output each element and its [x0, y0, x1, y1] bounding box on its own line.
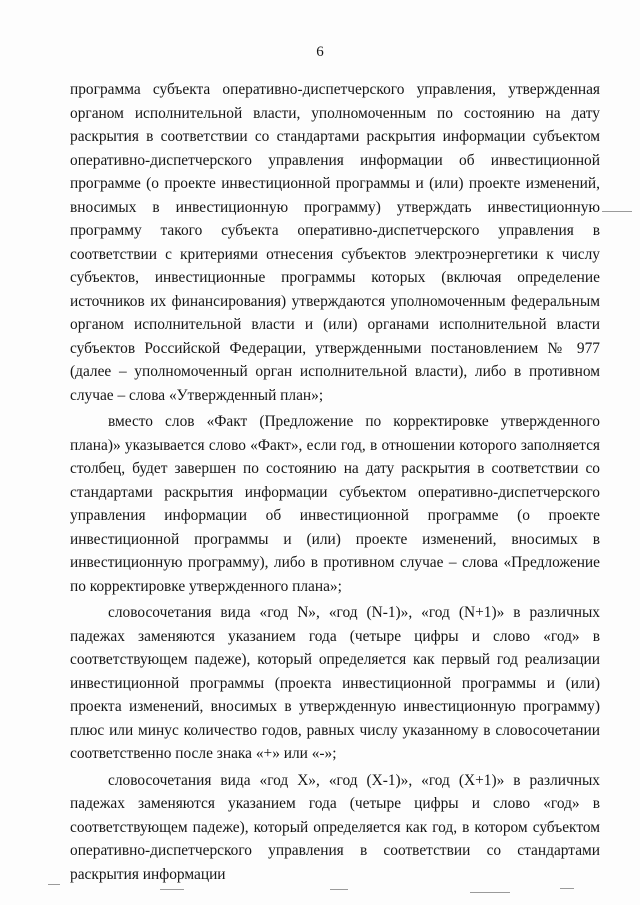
scan-artifact — [602, 211, 632, 212]
scan-artifact — [160, 889, 184, 890]
paragraph-1: программа субъекта оперативно-диспетчерского управления, утвержденная органом исполнительной власти, уполномоченным по состоянию на дату раскрытия в соответствии со стандартами раскрытия информации субъектом оперативно-диспетчерского управления информации об инвестиционной программе (о проекте инвестиционной программы и (или) проекте изменений, вносимых в инвестиционную программу) утверждать инвестиционную программу такого субъекта оперативно-диспетчерского управления в соответствии с критериями отнесения субъектов электроэнергетики к числу субъектов, инвестиционные программы которых (включая определение источников их финансирования) утверждаются уполномоченным федеральным органом исполнительной власти и (или) органами исполнительной власти субъектов Российской Федерации, утвержденными постановлением № 977 (далее – уполномоченный орган исполнительной власти), либо в противном случае – слова «Утвержденный план»; — [70, 81, 600, 404]
scan-artifact — [560, 888, 574, 889]
document-body — [70, 78, 600, 886]
paragraph-3: словосочетания вида «год N», «год (N-1)», «год (N+1)» в различных падежах заменяются указанием года (четыре цифры и слово «год» в соответствующем падеже), который определяется как первый год реализации инвестиционной программы (проекта инвестиционной программы и (или) проекта изменений, вносимых в утвержденную инвестиционную программу) плюс или минус количество годов, равных числу указанному в словосочетании соответственно после знака «+» или «-»; — [70, 604, 600, 762]
scan-artifact — [330, 889, 348, 890]
paragraph-4: словосочетания вида «год X», «год (X-1)», «год (X+1)» в различных падежах заменяются указанием года (четыре цифры и слово «год» в соответствующем падеже), который определяется как год, в котором субъектом оперативно-диспетчерского управления в соответствии со стандартами раскрытия информации — [70, 771, 600, 883]
page-number: 6 — [316, 44, 324, 60]
scan-artifact — [470, 892, 510, 893]
scan-artifact — [48, 884, 60, 885]
paragraph-2: вместо слов «Факт (Предложение по корректировке утвержденного плана)» указывается слово «Факт», если год, в отношении которого заполняется столбец, будет завершен по состоянию на дату раскрытия в соответствии со стандартами раскрытия информации субъектом оперативно-диспетчерского управления информации об инвестиционной программе (о проекте инвестиционной программы и (или) проекте изменений, вносимых в инвестиционную программу), либо в противном случае – слова «Предложение по корректировке утвержденного плана»; — [70, 413, 600, 595]
